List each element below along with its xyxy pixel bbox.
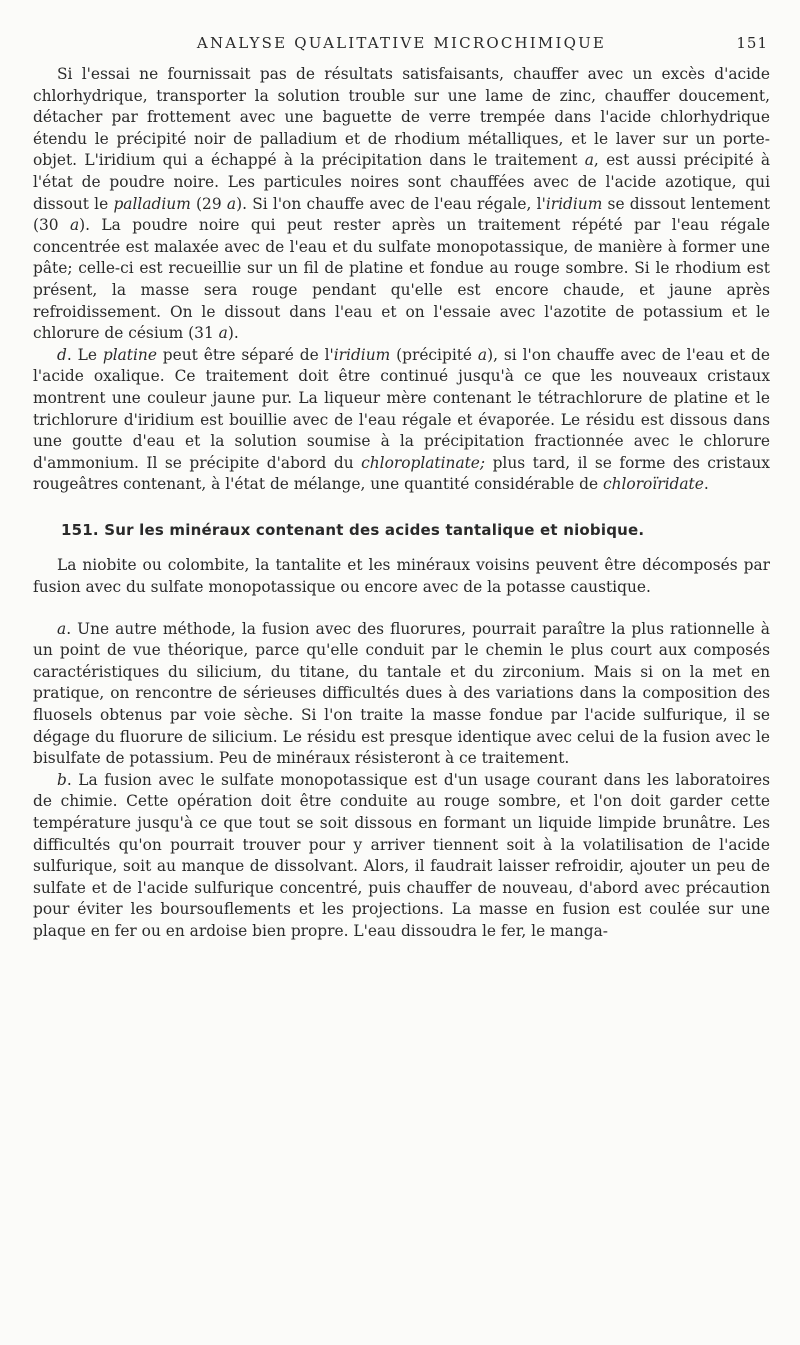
- running-head: [33, 34, 770, 56]
- page-number: 151: [736, 34, 768, 52]
- paragraph-5: b. La fusion avec le sulfate monopotassique est d'un usage courant dans les laboratoires de chimie. Cette opération doit être conduite au rouge sombre, et l'on doit garder cette température jusqu'à ce que tout se soit dissous en formant un liquide limpide brunâtre. Les difficultés qu'on pourrait trouver pour y arriver tiennent soit à la volatilisation de l'acide sulfurique, soit au manque de dissolvant. Alors, il faudrait laisser refroidir, ajouter un peu de sulfate et de l'acide sulfurique concentré, puis chauffer de nouveau, d'abord avec précaution pour éviter les boursouflements et les projections. La masse en fusion est coulée sur une plaque en fer ou en ardoise bien propre. L'eau dissoudra le fer, le manga-: [33, 770, 770, 940]
- paragraph-gap: [33, 599, 770, 619]
- paragraph-2: d. Le platine peut être séparé de l'iridium (précipité a), si l'on chauffe avec de l'eau et de l'acide oxalique. Ce traitement doit être continué jusqu'à ce que les nouveaux cristaux montrent une couleur jaune pur. La liqueur mère contenant le tétrachlorure de platine et le trichlorure d'iridium est bouillie avec de l'eau régale et évaporée. Le résidu est dissous dans une goutte d'eau et la solution soumise à la précipitation fractionnée avec le chlorure d'ammonium. Il se précipite d'abord du chloroplatinate; plus tard, il se forme des cristaux rougeâtres contenant, à l'état de mélange, une quantité considérable de chloroïridate.: [33, 345, 771, 494]
- paragraph-4: a. Une autre méthode, la fusion avec des fluorures, pourrait paraître la plus rationnelle à un point de vue théorique, parce qu'elle conduit par le chemin le plus court aux composés caractéristiques du silicium, du titane, du tantale et du zirconium. Mais si on la met en pratique, on rencontre de sérieuses difficultés dues à des variations dans la composition des fluosels obtenus par voie sèche. Si l'on traite la masse fondue par l'acide sulfurique, il se dégage du fluorure de silicium. Le résidu est presque identique avec celui de la fusion avec le bisulfate de potassium. Peu de minéraux résisteront à ce traitement.: [33, 619, 770, 768]
- paragraph-3: La niobite ou colombite, la tantalite et les minéraux voisins peuvent être décomposés par fusion avec du sulfate monopotassique ou encore avec de la potasse caustique.: [33, 556, 770, 597]
- paragraph-1: Si l'essai ne fournissait pas de résultats satisfaisants, chauffer avec un excès d'acide chlorhydrique, transporter la solution trouble sur une lame de zinc, chauffer doucement, détacher par frottement avec une baguette de verre trempée dans l'acide chlorhydrique étendu le précipité noir de palladium et de rhodium métalliques, et le laver sur un porte-objet. L'iridium qui a échappé à la précipitation dans le traitement a, est aussi précipité à l'état de poudre noire. Les particules noires sont chauffées avec de l'acide azotique, qui dissout le palladium (29 a). Si l'on chauffe avec de l'eau régale, l'iridium se dissout lentement (30 a). La poudre noire qui peut rester après un traitement répété par l'eau régale concentrée est malaxée avec de l'eau et du sulfate monopotassique, de manière à former une pâte; celle-ci est recueillie sur un fil de platine et fondue au rouge sombre. Si le rhodium est présent, la masse sera rouge pendant qu'elle est encore chaude, et jaune après refroidissement. On le dissout dans l'eau et on l'essaie avec l'azotite de potassium et le chlorure de césium (31 a).: [33, 65, 771, 343]
- body-text: [33, 64, 770, 943]
- section-heading: 151. Sur les minéraux contenant des acides tantalique et niobique.: [61, 520, 645, 539]
- running-head-title: ANALYSE QUALITATIVE MICROCHIMIQUE: [196, 34, 607, 52]
